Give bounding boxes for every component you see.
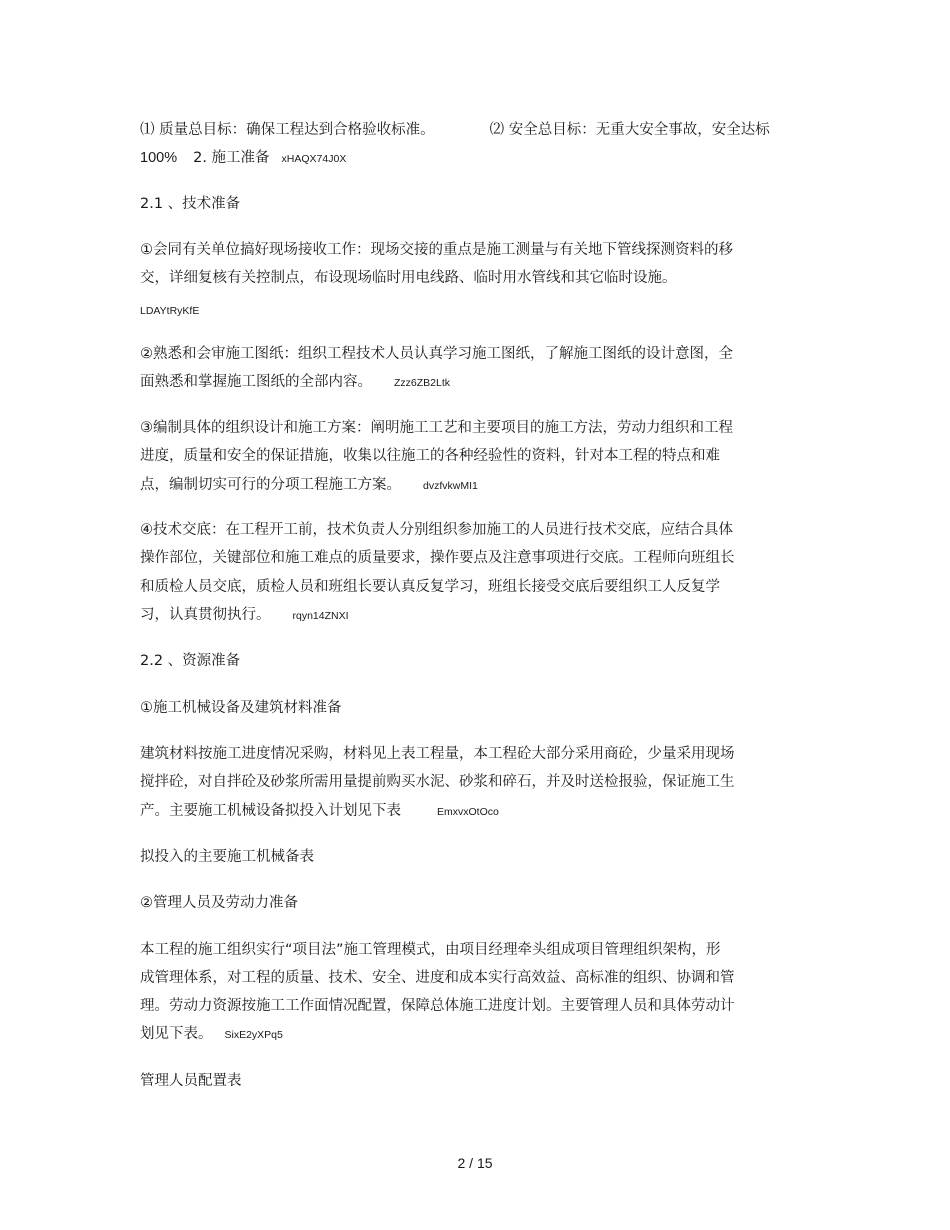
paragraph-line: 理。劳动力资源按施工工作面情况配置，保障总体施工进度计划。主要管理人员和具体劳动计 bbox=[140, 998, 735, 1014]
paragraph-line: 成管理体系，对工程的质量、技术、安全、进度和成本实行高效益、高标准的组织、协调和管 bbox=[140, 970, 735, 986]
paragraph-line bbox=[140, 372, 450, 393]
goals-line bbox=[140, 120, 770, 140]
paragraph-line: 搅拌砼，对自拌砼及砂浆所需用量提前购买水泥、砂浆和碎石，并及时送检报验，保证施工生 bbox=[140, 774, 735, 790]
paragraph-line: 进度，质量和安全的保证措施，收集以往施工的各种经验性的资料，针对本工程的特点和难 bbox=[140, 448, 720, 464]
paragraph-code-line bbox=[140, 300, 199, 321]
paragraph-text: 习，认真贯彻执行。 bbox=[140, 607, 271, 623]
doc-code: rqyn14ZNXI bbox=[292, 610, 349, 622]
paragraph-text: 划见下表。 bbox=[140, 1026, 213, 1042]
paragraph-line bbox=[140, 801, 499, 822]
section-heading-2-2: 2.2 、资源准备 bbox=[140, 653, 241, 669]
paragraph-text: 点，编制切实可行的分项工程施工方案。 bbox=[140, 477, 401, 493]
paragraph-line: 操作部位，关键部位和施工难点的质量要求，操作要点及注意事项进行交底。工程师向班组长 bbox=[140, 550, 735, 566]
paragraph-line: ③编制具体的组织设计和施工方案：阐明施工工艺和主要项目的施工方法，劳动力组织和工程 bbox=[140, 420, 733, 436]
doc-code: dvzfvkwMI1 bbox=[423, 480, 478, 492]
paragraph-line: 本工程的施工组织实行“项目法”施工管理模式，由项目经理牵头组成项目管理组织架构，形 bbox=[140, 942, 721, 958]
section-2-title: 2. 施工准备 bbox=[193, 150, 270, 166]
section-heading-2-1: 2.1 、技术准备 bbox=[140, 196, 241, 212]
paragraph-line bbox=[140, 605, 349, 626]
goals-line-2 bbox=[140, 148, 346, 169]
page-number: 2 / 15 bbox=[457, 1155, 493, 1171]
paragraph-line: 交，详细复核有关控制点，布设现场临时用电线路、临时用水管线和其它临时设施。 bbox=[140, 270, 677, 286]
doc-code: Zzz6ZB2Ltk bbox=[394, 377, 451, 389]
paragraph-line: 和质检人员交底，质检人员和班组长要认真反复学习，班组长接受交底后要组织工人反复学 bbox=[140, 579, 720, 595]
doc-code: SixE2yXPq5 bbox=[224, 1029, 283, 1041]
subheading: ①施工机械设备及建筑材料准备 bbox=[140, 700, 342, 716]
doc-code: xHAQX74J0X bbox=[281, 153, 347, 165]
subheading: ②管理人员及劳动力准备 bbox=[140, 895, 298, 911]
paragraph-line: ①会同有关单位搞好现场接收工作：现场交接的重点是施工测量与有关地下管线探测资料的移 bbox=[140, 242, 733, 258]
table-title: 管理人员配置表 bbox=[140, 1073, 242, 1089]
paragraph-text: 面熟悉和掌握施工图纸的全部内容。 bbox=[140, 374, 372, 390]
doc-code: EmxvxOtOco bbox=[437, 806, 499, 818]
quality-goal: ⑴ 质量总目标：确保工程达到合格验收标准。 bbox=[140, 122, 435, 138]
safety-percent: 100% bbox=[140, 150, 178, 166]
paragraph-text: 产。主要施工机械设备拟投入计划见下表 bbox=[140, 803, 401, 819]
paragraph-line bbox=[140, 1024, 283, 1045]
doc-code: LDAYtRyKfE bbox=[140, 305, 200, 317]
safety-goal: ⑵ 安全总目标：无重大安全事故，安全达标 bbox=[489, 122, 770, 138]
table-title: 拟投入的主要施工机械备表 bbox=[140, 849, 314, 865]
paragraph-line: ④技术交底：在工程开工前，技术负责人分别组织参加施工的人员进行技术交底，应结合具体 bbox=[140, 522, 733, 538]
paragraph-line: 建筑材料按施工进度情况采购，材料见上表工程量，本工程砼大部分采用商砼，少量采用现场 bbox=[140, 746, 735, 762]
paragraph-line: ②熟悉和会审施工图纸：组织工程技术人员认真学习施工图纸，了解施工图纸的设计意图，全 bbox=[140, 346, 733, 362]
paragraph-line bbox=[140, 475, 478, 496]
